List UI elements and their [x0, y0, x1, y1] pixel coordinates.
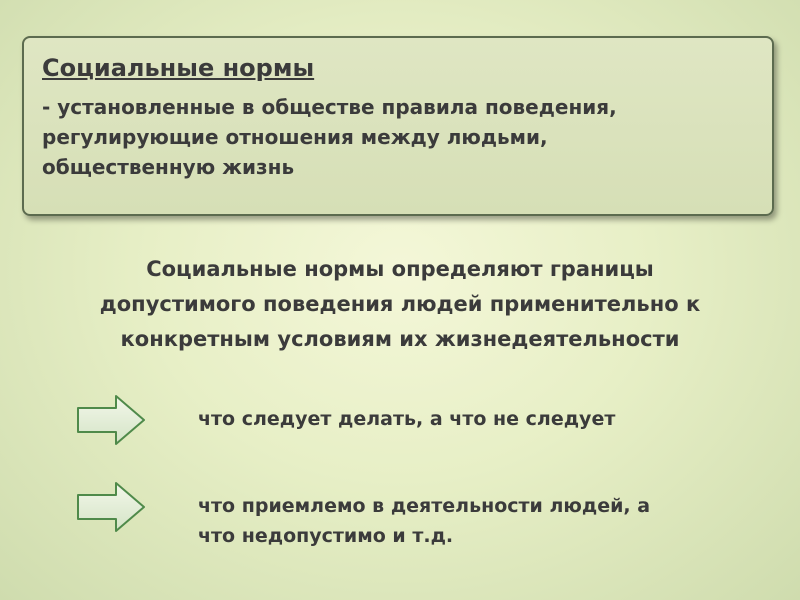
statement-line: Социальные нормы определяют границы [146, 257, 654, 281]
right-arrow-icon [76, 394, 146, 446]
right-arrow-icon [76, 481, 146, 533]
definition-line: регулирующие отношения между людьми, [42, 125, 548, 149]
statement [30, 252, 770, 357]
statement-line: допустимого поведения людей применительно к [99, 292, 701, 316]
point-line: что приемлемо в деятельности людей, а [198, 495, 651, 517]
point-line: что следует делать, а что не следует [198, 408, 616, 430]
definition-line: общественную жизнь [42, 155, 295, 179]
definition-box [22, 36, 774, 216]
point-line: что недопустимо и т.д. [198, 525, 454, 547]
point-item [198, 491, 778, 551]
definition-text [42, 92, 756, 182]
point-item [198, 404, 778, 434]
definition-title: Социальные нормы [42, 54, 315, 82]
definition-line: - установленные в обществе правила поведения, [42, 95, 617, 119]
statement-line: конкретным условиям их жизнедеятельности [120, 327, 680, 351]
